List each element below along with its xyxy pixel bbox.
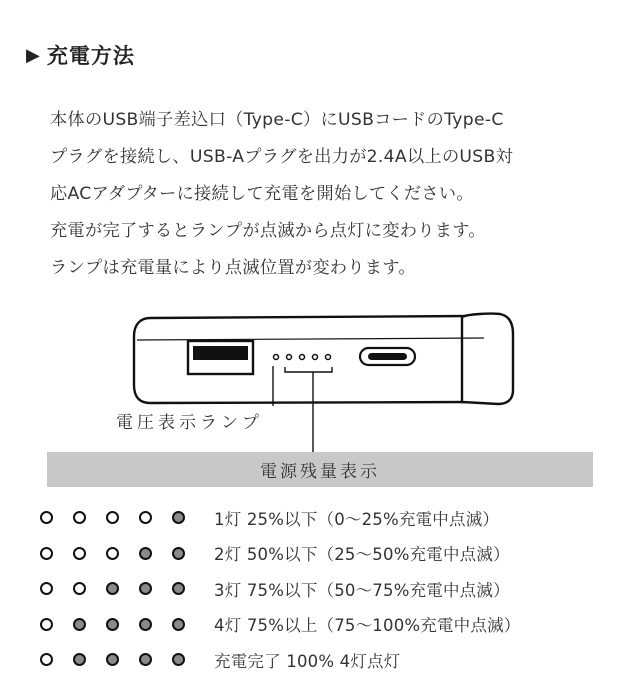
- paragraph-line: 本体のUSB端子差込口（Type-C）にUSBコードのType-C: [50, 110, 504, 130]
- indicator-lamp: [300, 355, 305, 360]
- lamp-status-row: [40, 571, 520, 607]
- lamp-dots: [40, 618, 214, 631]
- indicator-lamp: [274, 355, 279, 360]
- lamp-on-icon: [73, 653, 86, 666]
- lamp-on-icon: [106, 582, 119, 595]
- lamp-dots: [40, 547, 214, 560]
- lamp-off-icon: [139, 511, 152, 524]
- lamp-status-text: 2灯 50%以下（25〜50%充電中点滅）: [214, 545, 510, 565]
- lamp-off-icon: [106, 547, 119, 560]
- lamp-on-icon: [172, 582, 185, 595]
- lamp-off-icon: [40, 547, 53, 560]
- lamp-off-icon: [73, 547, 86, 560]
- lamp-off-icon: [73, 511, 86, 524]
- power-bank-illustration: [0, 300, 640, 460]
- triangle-bullet-icon: ▶: [26, 44, 41, 66]
- paragraph-line: 充電が完了するとランプが点滅から点灯に変わります。: [50, 221, 486, 241]
- lamp-off-icon: [40, 653, 53, 666]
- power-bank-body: [134, 316, 484, 403]
- lamp-off-icon: [40, 511, 53, 524]
- lamp-on-icon: [139, 653, 152, 666]
- lamp-status-row: [40, 607, 520, 643]
- lamp-off-icon: [40, 618, 53, 631]
- lamp-dots: [40, 511, 214, 524]
- lamp-on-icon: [106, 653, 119, 666]
- lamp-status-text: 充電完了 100% 4灯点灯: [214, 651, 401, 671]
- lamp-status-row: [40, 500, 520, 536]
- indicator-lamp: [287, 355, 292, 360]
- lamp-off-icon: [73, 582, 86, 595]
- battery-level-title: 電源残量表示: [260, 462, 380, 482]
- paragraph-line: ランプは充電量により点滅位置が変わります。: [50, 258, 416, 278]
- paragraph-line: プラグを接続し、USB-Aプラグを出力が2.4A以上のUSB対: [50, 147, 514, 167]
- instruction-paragraph: [50, 102, 620, 287]
- lamp-dots: [40, 582, 214, 595]
- indicator-lamp: [313, 355, 318, 360]
- lamp-status-row: [40, 536, 520, 572]
- lamp-off-icon: [40, 582, 53, 595]
- lamp-on-icon: [139, 618, 152, 631]
- lamp-on-icon: [172, 653, 185, 666]
- voltage-lamp-label: 電圧表示ランプ: [116, 413, 263, 433]
- lamp-on-icon: [172, 511, 185, 524]
- section-heading: [26, 40, 135, 70]
- lamp-on-icon: [172, 547, 185, 560]
- lamp-status-row: [40, 642, 520, 678]
- battery-level-header: [47, 452, 593, 487]
- lamp-on-icon: [73, 618, 86, 631]
- lamp-on-icon: [106, 618, 119, 631]
- lamp-on-icon: [139, 582, 152, 595]
- power-bank-cap: [462, 314, 513, 404]
- heading-text: 充電方法: [46, 44, 135, 68]
- lamp-status-list: [40, 500, 520, 678]
- lamp-off-icon: [106, 511, 119, 524]
- lamp-status-text: 1灯 25%以下（0〜25%充電中点滅）: [214, 509, 500, 529]
- lamp-on-icon: [172, 618, 185, 631]
- lamp-on-icon: [139, 547, 152, 560]
- lamp-status-text: 3灯 75%以下（50〜75%充電中点滅）: [214, 580, 510, 600]
- lamp-status-text: 4灯 75%以上（75〜100%充電中点滅）: [214, 616, 521, 636]
- paragraph-line: 応ACアダプターに接続して充電を開始してください。: [50, 184, 474, 204]
- lamp-dots: [40, 653, 214, 666]
- indicator-lamp: [326, 355, 331, 360]
